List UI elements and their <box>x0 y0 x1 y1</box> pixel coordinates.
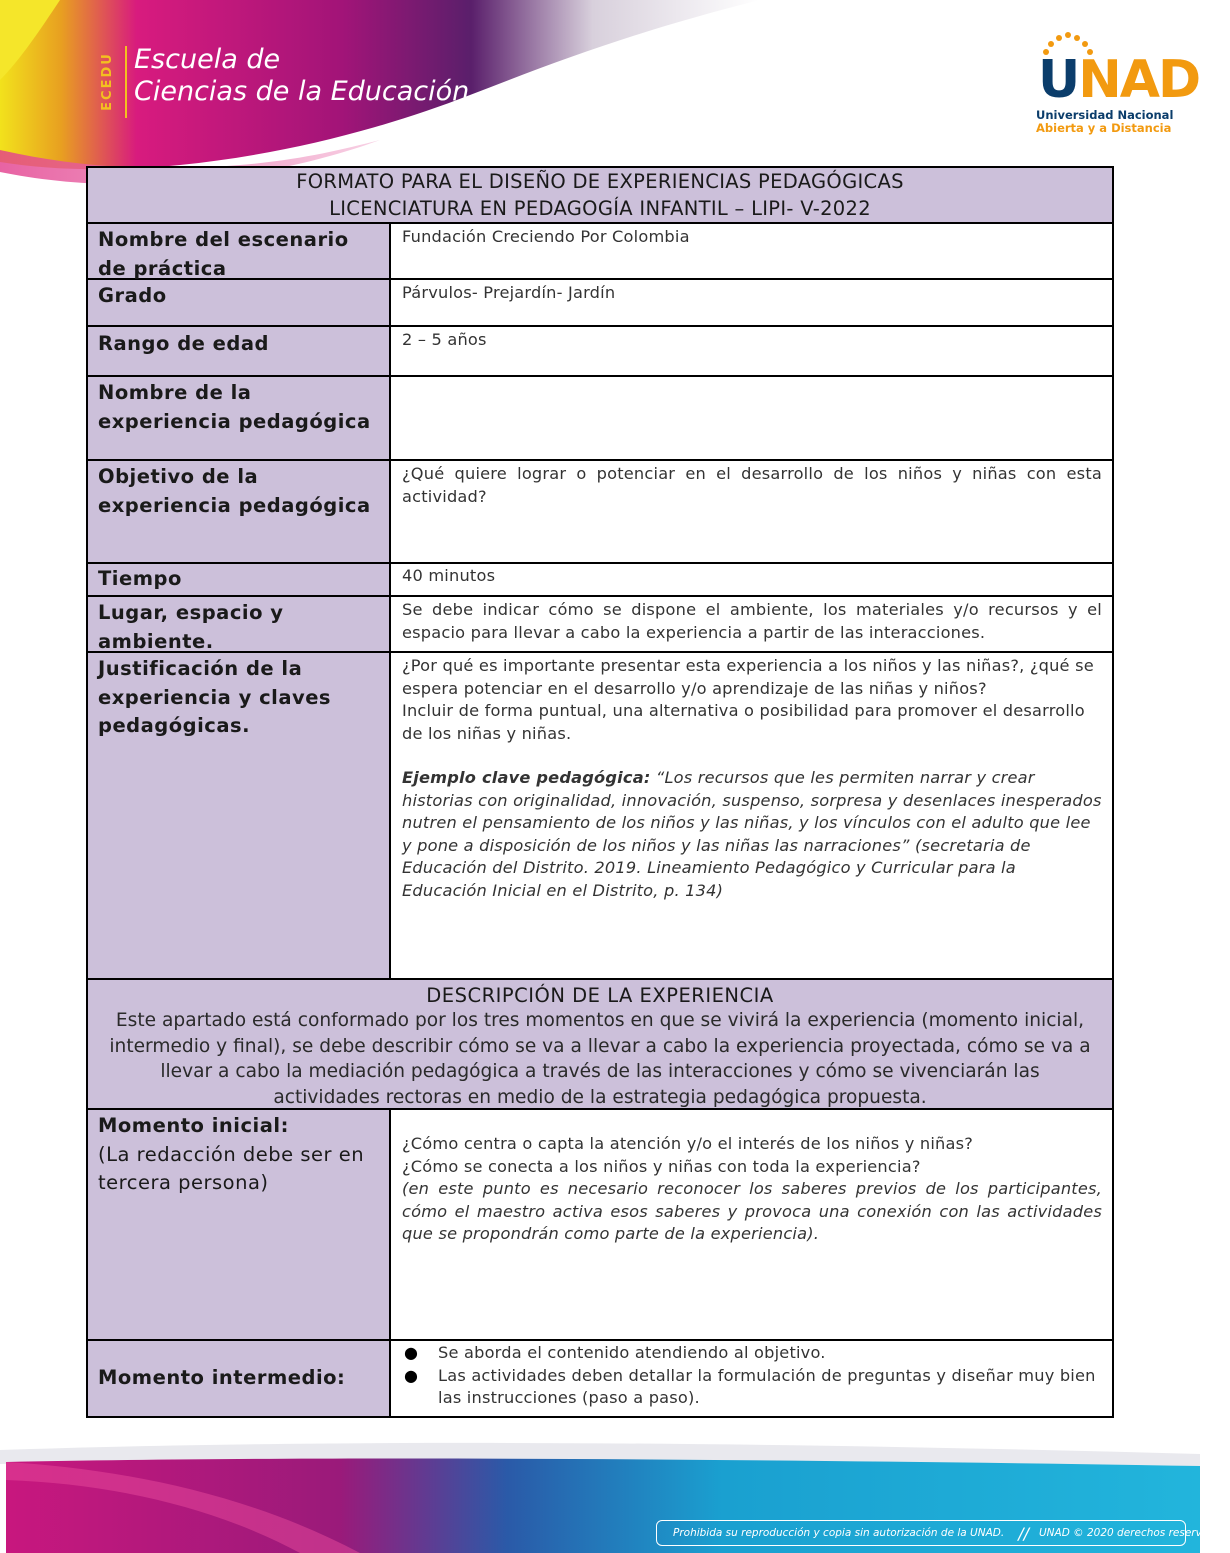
descripcion-heading: DESCRIPCIÓN DE LA EXPERIENCIA <box>426 984 774 1007</box>
row-momento-intermedio <box>88 1341 1112 1416</box>
row-momento-inicial <box>88 1110 1112 1341</box>
footer-separator: // <box>1018 1523 1029 1543</box>
row-lugar <box>88 597 1112 653</box>
value-escenario[interactable]: Fundación Creciendo Por Colombia <box>402 227 690 246</box>
value-grado[interactable]: Párvulos- Prejardín- Jardín <box>402 283 616 302</box>
value-lugar[interactable]: Se debe indicar cómo se dispone el ambiente, los materiales y/o recursos y el espacio para llevar a cabo la experiencia a partir de las interacciones. <box>402 600 1102 642</box>
label-objetivo: Objetivo de la experiencia pedagógica <box>88 461 391 562</box>
momento-intermedio-list <box>402 1342 1102 1410</box>
value-momento-intermedio[interactable] <box>391 1341 1112 1416</box>
row-nombre-experiencia <box>88 377 1112 461</box>
value-rango[interactable]: 2 – 5 años <box>402 330 487 349</box>
value-justificacion[interactable] <box>391 653 1112 978</box>
label-tiempo: Tiempo <box>88 564 391 595</box>
label-lugar: Lugar, espacio y ambiente. <box>88 597 391 651</box>
value-tiempo[interactable]: 40 minutos <box>402 566 496 585</box>
list-item: ● Se aborda el contenido atendiendo al objetivo. <box>402 1342 1102 1365</box>
justificacion-example <box>402 767 1102 902</box>
brand-divider <box>125 46 127 118</box>
value-momento-inicial[interactable] <box>391 1110 1112 1339</box>
unad-logo <box>1030 30 1200 140</box>
momento-inicial-note: (en este punto es necesario reconocer los saberes previos de los participantes, cómo el maestro activa esos saberes y provoca una conexión con las actividades que se propondrán como parte de la experiencia). <box>402 1179 1102 1243</box>
list-item: ● Las actividades deben detallar la formulación de preguntas y diseñar muy bien las instrucciones (paso a paso). <box>402 1365 1102 1410</box>
momento-inicial-q1: ¿Cómo centra o capta la atención y/o el interés de los niños y niñas? <box>402 1134 974 1153</box>
label-escenario: Nombre del escenario de práctica <box>88 224 391 278</box>
form-title <box>88 168 1112 224</box>
momento-inicial-q2: ¿Cómo se conecta a los niños y niñas con toda la experiencia? <box>402 1156 921 1176</box>
logo-subtitle-1: Universidad Nacional <box>1036 108 1174 122</box>
label-nombre-experiencia: Nombre de la experiencia pedagógica <box>88 377 391 459</box>
row-justificacion <box>88 653 1112 980</box>
value-nombre-experiencia[interactable] <box>391 377 1112 459</box>
example-label: Ejemplo clave pedagógica: <box>402 768 651 787</box>
descripcion-text: Este apartado está conformado por los tres momentos en que se vivirá la experiencia (momento inicial, intermedio y final), se debe describir cómo se va a llevar a cabo la experiencia proyectada, cómo se va a llevar a cabo la mediación pedagógica a través de las interacciones y cómo se vivenciarán las actividades rectoras en medio de la estrategia pedagógica propuesta. <box>109 1010 1091 1108</box>
row-objetivo <box>88 461 1112 564</box>
design-format-table <box>86 166 1114 1418</box>
ecedu-vertical: ECEDU <box>99 52 115 111</box>
form-title-line1: FORMATO PARA EL DISEÑO DE EXPERIENCIAS PEDAGÓGICAS <box>296 170 904 193</box>
school-name-line2: Ciencias de la Educación <box>134 76 470 107</box>
label-rango: Rango de edad <box>88 327 391 375</box>
row-escenario <box>88 224 1112 280</box>
logo-wordmark: UNAD <box>1038 50 1200 110</box>
footer-rights: UNAD © 2020 derechos reservados. <box>1039 1527 1230 1539</box>
school-name-line1: Escuela de <box>134 44 281 75</box>
label-grado: Grado <box>88 280 391 325</box>
momento-inicial-sublabel: (La redacción debe ser en tercera persona) <box>98 1142 365 1194</box>
value-objetivo[interactable]: ¿Qué quiere lograr o potenciar en el desarrollo de los niños y niñas con esta actividad? <box>402 464 1102 506</box>
label-justificacion: Justificación de la experiencia y claves pedagógicas. <box>88 653 391 978</box>
justificacion-p1: ¿Por qué es importante presentar esta experiencia a los niños y las niñas?, ¿qué se espera potenciar en el desarrollo y/o aprendizaje de las niñas y niños? <box>402 656 1094 698</box>
label-momento-intermedio: Momento intermedio: <box>88 1341 391 1416</box>
footer-notice: Prohibida su reproducción y copia sin autorización de la UNAD. <box>673 1527 1005 1539</box>
row-tiempo <box>88 564 1112 597</box>
example-text: “Los recursos que les permiten narrar y crear historias con originalidad, innovación, suspenso, sorpresa y desenlaces inesperados nutren el pensamiento de los niños y las niñas, y los vínculos con el adulto que lee y pone a disposición de los niños y las niñas las narraciones” (secretaria de Educación del Distrito. 2019. Lineamiento Pedagógico y Curricular para la Educación Inicial en el Distrito, p. 134) <box>402 768 1102 900</box>
row-rango <box>88 327 1112 377</box>
momento-inicial-title: Momento inicial: <box>98 1114 289 1137</box>
descripcion-section <box>88 980 1112 1110</box>
form-title-line2: LICENCIATURA EN PEDAGOGÍA INFANTIL – LIPI- V-2022 <box>329 197 871 220</box>
label-momento-inicial <box>88 1110 391 1339</box>
justificacion-p2: Incluir de forma puntual, una alternativa o posibilidad para promover el desarrollo de los niñas y niñas. <box>402 701 1085 743</box>
footer-copyright-box <box>656 1520 1230 1546</box>
row-grado <box>88 280 1112 327</box>
logo-subtitle-2: Abierta y a Distancia <box>1036 121 1172 135</box>
